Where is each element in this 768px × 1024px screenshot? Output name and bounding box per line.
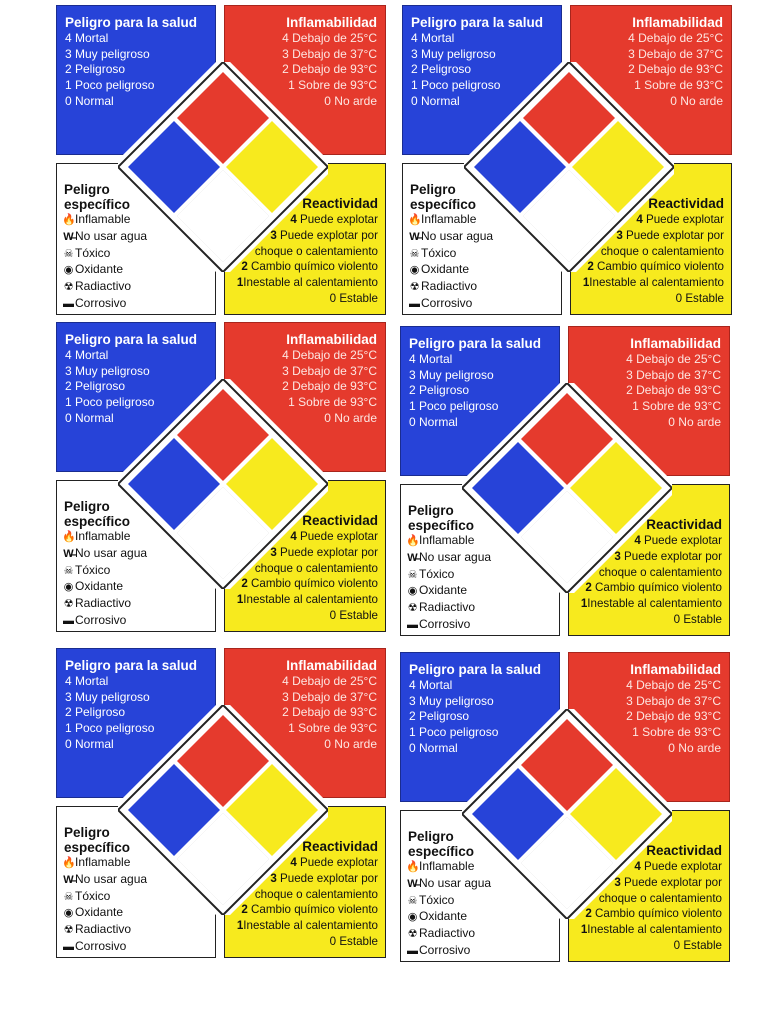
flammability-title: Inflamabilidad: [632, 15, 723, 30]
reactivity-title: Reactividad: [646, 843, 722, 858]
flammability-level-2: 2 Debajo de 93°C: [626, 709, 721, 724]
health-level-3: 3 Muy peligroso: [409, 367, 494, 382]
specific-hazard-title: Peligro específico: [408, 829, 475, 859]
health-level-2: 2 Peligroso: [409, 709, 470, 724]
reactivity-level-1: 1Inestable al calentamiento: [236, 276, 378, 290]
health-level-3: 3 Muy peligroso: [65, 46, 150, 61]
reactivity-level-3: 3 Puede explotar por: [270, 228, 378, 242]
specific-item: [401, 617, 559, 634]
flammability-level-1: 1 Sobre de 93°C: [632, 399, 721, 414]
flammability-level-0: 0 No arde: [670, 93, 723, 108]
reactivity-level-0: 0 Estable: [329, 934, 378, 948]
health-level-3: 3 Muy peligroso: [65, 363, 150, 378]
flammability-level-2: 2 Debajo de 93°C: [282, 379, 377, 394]
health-level-4: 4 Mortal: [65, 31, 109, 45]
reactivity-level-3-cont: choque o calentamiento: [598, 565, 722, 579]
nfpa-placard: [402, 5, 732, 315]
no-water-icon: W̶: [63, 873, 74, 886]
oxidizer-icon: ◉: [407, 585, 418, 598]
reactivity-level-0: 0 Estable: [329, 291, 378, 305]
specific-item-label: Radiactivo: [419, 926, 476, 941]
flame-icon: 🔥: [406, 861, 420, 873]
flammability-level-4: 4 Debajo de 25°C: [282, 674, 377, 688]
specific-item-label: No usar agua: [419, 875, 492, 890]
reactivity-level-1: 1Inestable al calentamiento: [236, 919, 378, 933]
corrosive-icon: ▬: [407, 618, 418, 631]
specific-item-label: Radiactivo: [75, 922, 132, 937]
specific-item-label: No usar agua: [75, 228, 148, 243]
specific-item-label: Inflamable: [419, 859, 475, 873]
specific-item-label: Tóxico: [419, 566, 455, 581]
oxidizer-icon: ◉: [407, 911, 418, 924]
specific-item-label: Inflamable: [419, 533, 475, 547]
health-level-0: 0 Normal: [409, 740, 458, 755]
health-level-2: 2 Peligroso: [65, 379, 126, 394]
flame-icon: 🔥: [62, 214, 76, 226]
flammability-title: Inflamabilidad: [630, 336, 721, 351]
flammability-level-1: 1 Sobre de 93°C: [288, 721, 377, 736]
health-title: Peligro para la salud: [409, 662, 542, 677]
flammability-level-4: 4 Debajo de 25°C: [282, 348, 377, 362]
oxidizer-icon: ◉: [63, 581, 74, 594]
specific-item-label: Corrosivo: [75, 295, 127, 310]
oxidizer-icon: ◉: [409, 264, 420, 277]
health-title: Peligro para la salud: [65, 332, 198, 347]
flammability-level-3: 3 Debajo de 37°C: [282, 46, 377, 61]
nfpa-diamond: [118, 62, 328, 272]
flammability-level-1: 1 Sobre de 93°C: [288, 78, 377, 93]
specific-item-label: Radiactivo: [75, 279, 132, 294]
flammability-title: Inflamabilidad: [286, 658, 377, 673]
nfpa-placard: [56, 5, 386, 315]
flammability-level-4: 4 Debajo de 25°C: [628, 31, 723, 45]
skull-icon: ☠: [63, 890, 74, 903]
reactivity-title: Reactividad: [302, 196, 378, 211]
radiation-icon: ☢: [63, 281, 74, 294]
no-water-icon: W̶: [407, 877, 418, 890]
health-level-4: 4 Mortal: [65, 348, 109, 362]
specific-item-label: Corrosivo: [419, 616, 471, 631]
reactivity-level-1: 1Inestable al calentamiento: [582, 276, 724, 290]
specific-hazard-title: Peligro específico: [64, 825, 131, 855]
specific-item: [403, 279, 561, 296]
flammability-level-4: 4 Debajo de 25°C: [626, 352, 721, 366]
specific-item-label: Inflamable: [75, 529, 131, 543]
health-level-4: 4 Mortal: [411, 31, 455, 45]
reactivity-title: Reactividad: [302, 839, 378, 854]
reactivity-level-3: 3 Puede explotar por: [614, 549, 722, 563]
flammability-title: Inflamabilidad: [286, 332, 377, 347]
health-level-0: 0 Normal: [65, 93, 114, 108]
health-level-1: 1 Poco peligroso: [65, 395, 155, 410]
reactivity-level-0: 0 Estable: [675, 291, 724, 305]
skull-icon: ☠: [63, 247, 74, 260]
reactivity-level-1: 1Inestable al calentamiento: [580, 597, 722, 611]
reactivity-level-1: 1Inestable al calentamiento: [236, 593, 378, 607]
reactivity-level-4: 4 Puede explotar: [290, 856, 378, 869]
reactivity-level-1: 1Inestable al calentamiento: [580, 923, 722, 937]
flammability-level-3: 3 Debajo de 37°C: [282, 689, 377, 704]
reactivity-level-0: 0 Estable: [673, 938, 722, 952]
reactivity-level-4: 4 Puede explotar: [290, 530, 378, 543]
skull-icon: ☠: [407, 568, 418, 581]
flammability-level-2: 2 Debajo de 93°C: [282, 705, 377, 720]
no-water-icon: W̶: [407, 551, 418, 564]
oxidizer-icon: ◉: [63, 907, 74, 920]
flame-icon: 🔥: [62, 857, 76, 869]
reactivity-title: Reactividad: [302, 513, 378, 528]
flame-icon: 🔥: [406, 535, 420, 547]
corrosive-icon: ▬: [409, 297, 420, 310]
reactivity-level-4: 4 Puede explotar: [634, 860, 722, 873]
reactivity-level-3-cont: choque o calentamiento: [254, 244, 378, 258]
specific-item-label: Oxidante: [421, 262, 470, 277]
specific-item-label: No usar agua: [75, 545, 148, 560]
flammability-level-0: 0 No arde: [324, 93, 377, 108]
skull-icon: ☠: [407, 894, 418, 907]
corrosive-icon: ▬: [63, 940, 74, 953]
radiation-icon: ☢: [63, 924, 74, 937]
health-level-2: 2 Peligroso: [65, 705, 126, 720]
reactivity-level-3: 3 Puede explotar por: [270, 545, 378, 559]
skull-icon: ☠: [409, 247, 420, 260]
health-title: Peligro para la salud: [411, 15, 544, 30]
specific-item-label: Radiactivo: [421, 279, 478, 294]
corrosive-icon: ▬: [407, 944, 418, 957]
skull-icon: ☠: [63, 564, 74, 577]
specific-item-label: No usar agua: [75, 871, 148, 886]
specific-item-label: Corrosivo: [421, 295, 473, 310]
specific-item: [401, 926, 559, 943]
radiation-icon: ☢: [407, 602, 418, 615]
flame-icon: 🔥: [62, 531, 76, 543]
specific-item-label: Corrosivo: [75, 612, 127, 627]
specific-item: [57, 922, 215, 939]
health-level-0: 0 Normal: [65, 410, 114, 425]
specific-item-label: Inflamable: [421, 212, 477, 226]
specific-item-label: Corrosivo: [75, 938, 127, 953]
specific-item: [57, 613, 215, 630]
flammability-level-3: 3 Debajo de 37°C: [628, 46, 723, 61]
nfpa-placard: [400, 326, 730, 636]
specific-hazard-title: Peligro específico: [408, 503, 475, 533]
specific-hazard-title: Peligro específico: [410, 182, 477, 212]
health-level-0: 0 Normal: [411, 93, 460, 108]
nfpa-placard: [400, 652, 730, 962]
reactivity-level-3-cont: choque o calentamiento: [598, 891, 722, 905]
reactivity-level-3: 3 Puede explotar por: [270, 871, 378, 885]
reactivity-title: Reactividad: [646, 517, 722, 532]
flammability-level-2: 2 Debajo de 93°C: [282, 62, 377, 77]
specific-item-label: Oxidante: [419, 909, 468, 924]
specific-item: [401, 600, 559, 617]
reactivity-level-2: 2 Cambio químico violento: [241, 577, 378, 591]
specific-item: [403, 296, 561, 313]
health-level-4: 4 Mortal: [409, 352, 453, 366]
health-level-4: 4 Mortal: [65, 674, 109, 688]
flammability-level-1: 1 Sobre de 93°C: [288, 395, 377, 410]
flammability-title: Inflamabilidad: [286, 15, 377, 30]
flammability-title: Inflamabilidad: [630, 662, 721, 677]
health-level-3: 3 Muy peligroso: [411, 46, 496, 61]
nfpa-diamond: [464, 62, 674, 272]
health-level-1: 1 Poco peligroso: [409, 399, 499, 414]
health-level-4: 4 Mortal: [409, 678, 453, 692]
nfpa-diamond: [118, 379, 328, 589]
flammability-level-4: 4 Debajo de 25°C: [626, 678, 721, 692]
health-level-1: 1 Poco peligroso: [65, 721, 155, 736]
reactivity-level-2: 2 Cambio químico violento: [587, 260, 724, 274]
reactivity-level-2: 2 Cambio químico violento: [241, 260, 378, 274]
specific-item: [57, 939, 215, 956]
specific-item-label: Corrosivo: [419, 942, 471, 957]
flammability-level-1: 1 Sobre de 93°C: [632, 725, 721, 740]
no-water-icon: W̶: [63, 547, 74, 560]
nfpa-placard: [56, 648, 386, 958]
flammability-level-3: 3 Debajo de 37°C: [282, 363, 377, 378]
flammability-level-4: 4 Debajo de 25°C: [282, 31, 377, 45]
reactivity-level-3-cont: choque o calentamiento: [254, 887, 378, 901]
reactivity-level-3-cont: choque o calentamiento: [254, 561, 378, 575]
specific-item-label: No usar agua: [421, 228, 494, 243]
nfpa-placard: [56, 322, 386, 632]
reactivity-level-0: 0 Estable: [329, 608, 378, 622]
health-title: Peligro para la salud: [65, 15, 198, 30]
specific-item-label: Tóxico: [75, 562, 111, 577]
no-water-icon: W̶: [63, 230, 74, 243]
specific-item: [401, 943, 559, 960]
flammability-level-2: 2 Debajo de 93°C: [628, 62, 723, 77]
health-level-1: 1 Poco peligroso: [409, 725, 499, 740]
flammability-level-0: 0 No arde: [668, 414, 721, 429]
flame-icon: 🔥: [408, 214, 422, 226]
specific-item-label: Radiactivo: [75, 596, 132, 611]
health-level-2: 2 Peligroso: [411, 62, 472, 77]
radiation-icon: ☢: [407, 928, 418, 941]
reactivity-level-4: 4 Puede explotar: [290, 213, 378, 226]
health-level-2: 2 Peligroso: [409, 383, 470, 398]
reactivity-level-3-cont: choque o calentamiento: [600, 244, 724, 258]
oxidizer-icon: ◉: [63, 264, 74, 277]
reactivity-level-4: 4 Puede explotar: [634, 534, 722, 547]
specific-item: [57, 596, 215, 613]
radiation-icon: ☢: [63, 598, 74, 611]
flammability-level-0: 0 No arde: [668, 740, 721, 755]
health-level-3: 3 Muy peligroso: [65, 689, 150, 704]
reactivity-level-2: 2 Cambio químico violento: [585, 581, 722, 595]
reactivity-level-2: 2 Cambio químico violento: [585, 907, 722, 921]
reactivity-title: Reactividad: [648, 196, 724, 211]
specific-item-label: Tóxico: [421, 245, 457, 260]
specific-item-label: Tóxico: [419, 892, 455, 907]
health-level-3: 3 Muy peligroso: [409, 693, 494, 708]
specific-item-label: Oxidante: [419, 583, 468, 598]
reactivity-level-0: 0 Estable: [673, 612, 722, 626]
specific-hazard-title: Peligro específico: [64, 182, 131, 212]
specific-item-label: No usar agua: [419, 549, 492, 564]
flammability-level-0: 0 No arde: [324, 736, 377, 751]
health-level-1: 1 Poco peligroso: [411, 78, 501, 93]
corrosive-icon: ▬: [63, 297, 74, 310]
health-title: Peligro para la salud: [65, 658, 198, 673]
reactivity-level-3: 3 Puede explotar por: [616, 228, 724, 242]
health-level-0: 0 Normal: [65, 736, 114, 751]
nfpa-diamond: [462, 709, 672, 919]
specific-item-label: Oxidante: [75, 905, 124, 920]
flammability-level-3: 3 Debajo de 37°C: [626, 367, 721, 382]
reactivity-level-3: 3 Puede explotar por: [614, 875, 722, 889]
specific-hazard-title: Peligro específico: [64, 499, 131, 529]
corrosive-icon: ▬: [63, 614, 74, 627]
specific-item: [57, 296, 215, 313]
health-level-2: 2 Peligroso: [65, 62, 126, 77]
reactivity-level-4: 4 Puede explotar: [636, 213, 724, 226]
radiation-icon: ☢: [409, 281, 420, 294]
flammability-level-2: 2 Debajo de 93°C: [626, 383, 721, 398]
health-level-0: 0 Normal: [409, 414, 458, 429]
nfpa-diamond: [462, 383, 672, 593]
health-level-1: 1 Poco peligroso: [65, 78, 155, 93]
flammability-level-1: 1 Sobre de 93°C: [634, 78, 723, 93]
health-title: Peligro para la salud: [409, 336, 542, 351]
specific-item-label: Tóxico: [75, 245, 111, 260]
flammability-level-0: 0 No arde: [324, 410, 377, 425]
specific-item-label: Inflamable: [75, 212, 131, 226]
specific-item-label: Oxidante: [75, 262, 124, 277]
nfpa-diamond: [118, 705, 328, 915]
specific-item-label: Oxidante: [75, 579, 124, 594]
flammability-level-3: 3 Debajo de 37°C: [626, 693, 721, 708]
no-water-icon: W̶: [409, 230, 420, 243]
specific-item: [57, 279, 215, 296]
reactivity-level-2: 2 Cambio químico violento: [241, 903, 378, 917]
specific-item-label: Inflamable: [75, 855, 131, 869]
specific-item-label: Radiactivo: [419, 600, 476, 615]
specific-item-label: Tóxico: [75, 888, 111, 903]
